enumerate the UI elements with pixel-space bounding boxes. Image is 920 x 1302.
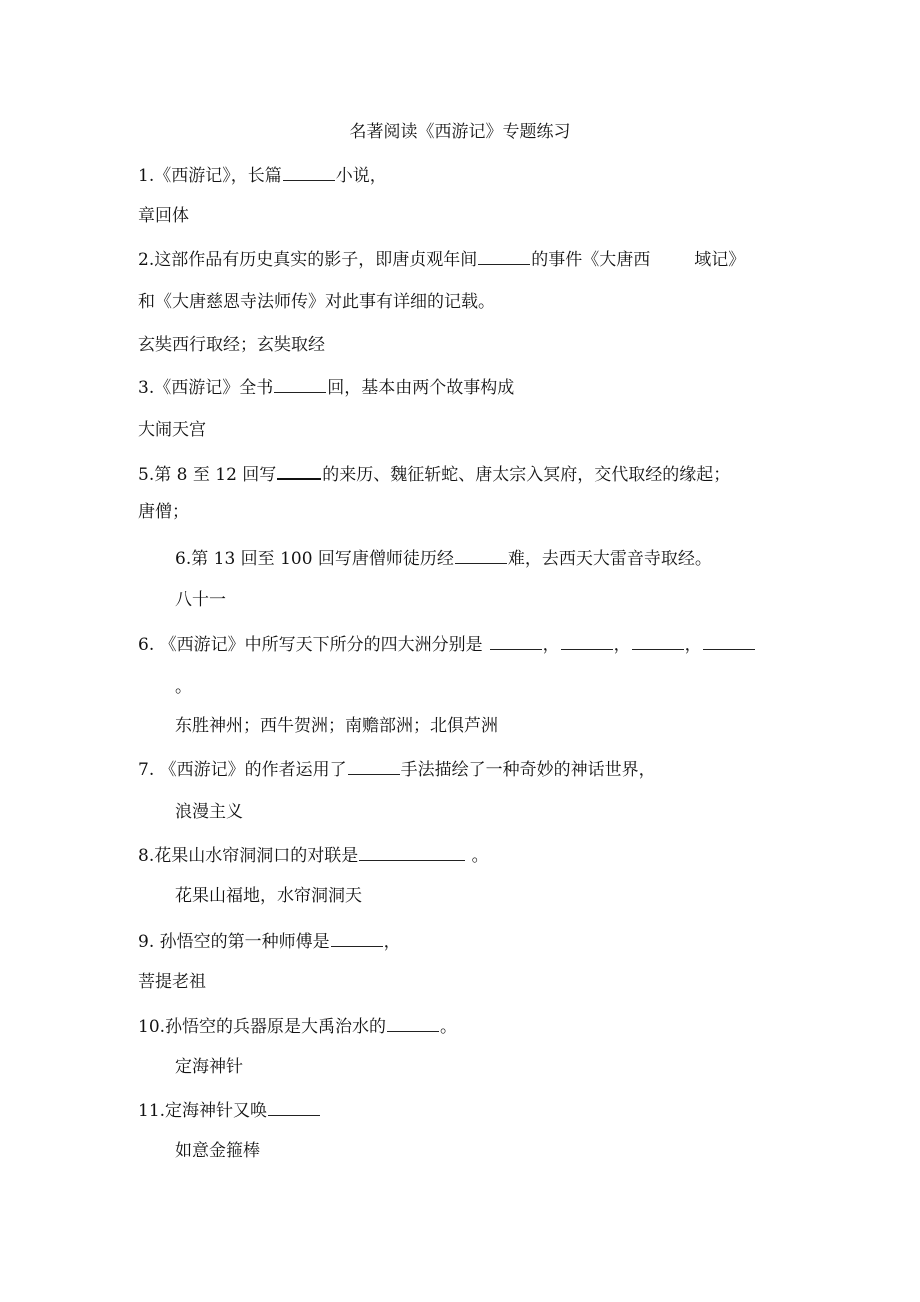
separator: ， bbox=[613, 635, 631, 655]
question-6b-end: 。 bbox=[175, 677, 192, 697]
question-text: 的事件《大唐西 bbox=[531, 250, 651, 270]
answer-blank bbox=[387, 1014, 439, 1032]
question-text: 难，去西天大雷音寺取经。 bbox=[507, 549, 712, 569]
answer-blank bbox=[283, 163, 335, 181]
answer-blank bbox=[359, 843, 465, 861]
question-1 bbox=[138, 163, 387, 188]
answer-6a: 八十一 bbox=[175, 590, 226, 610]
question-text: 域记》 bbox=[694, 250, 746, 270]
question-text: 6. 《西游记》中所写天下所分的四大洲分别是 bbox=[138, 635, 483, 655]
answer-blank bbox=[703, 632, 755, 650]
question-9 bbox=[138, 929, 401, 954]
question-text: 11.定海神针又唤 bbox=[138, 1101, 268, 1121]
answer-5: 唐僧； bbox=[138, 502, 189, 522]
question-text: 8.花果山水帘洞洞口的对联是 bbox=[138, 846, 359, 866]
question-8 bbox=[138, 843, 489, 868]
question-text: 的来历、魏征斩蛇、唐太宗入冥府，交代取经的缘起； bbox=[322, 465, 731, 485]
question-text: 10.孙悟空的兵器原是大禹治水的 bbox=[138, 1017, 387, 1037]
question-text: 手法描绘了一种奇妙的神话世界， bbox=[400, 760, 656, 780]
question-text: 9. 孙悟空的第一种师傅是 bbox=[138, 932, 330, 952]
question-text: 2.这部作品有历史真实的影子，即唐贞观年间 bbox=[138, 250, 478, 270]
question-text: 小说， bbox=[335, 166, 387, 186]
question-text: 1.《西游记》，长篇 bbox=[138, 166, 282, 186]
answer-7: 浪漫主义 bbox=[175, 802, 243, 822]
question-7 bbox=[138, 757, 656, 782]
answer-blank bbox=[632, 632, 684, 650]
question-2-cont: 和《大唐慈恩寺法师传》对此事有详细的记载。 bbox=[138, 292, 495, 312]
question-2 bbox=[138, 247, 745, 272]
question-text: 。 bbox=[466, 846, 489, 866]
answer-8: 花果山福地，水帘洞洞天 bbox=[175, 886, 362, 906]
answer-blank bbox=[478, 247, 530, 265]
question-6a bbox=[175, 546, 712, 571]
question-10 bbox=[138, 1014, 457, 1039]
question-text: 3.《西游记》全书 bbox=[138, 378, 274, 398]
question-text: 5.第 8 至 12 回写 bbox=[138, 465, 277, 485]
question-11 bbox=[138, 1098, 321, 1123]
question-text: 7. 《西游记》的作者运用了 bbox=[138, 760, 347, 780]
answer-9: 菩提老祖 bbox=[138, 972, 206, 992]
answer-blank bbox=[348, 757, 400, 775]
answer-blank bbox=[490, 632, 542, 650]
question-text: 回，基本由两个故事构成 bbox=[327, 378, 515, 398]
answer-blank bbox=[561, 632, 613, 650]
answer-10: 定海神针 bbox=[175, 1057, 243, 1077]
question-6b bbox=[138, 632, 756, 657]
answer-11: 如意金箍棒 bbox=[175, 1141, 260, 1161]
answer-blank bbox=[455, 546, 507, 564]
question-5 bbox=[138, 461, 730, 487]
answer-blank bbox=[274, 375, 326, 393]
separator: ， bbox=[684, 635, 702, 655]
answer-blank bbox=[331, 929, 383, 947]
question-text: ， bbox=[383, 932, 401, 952]
question-text: 。 bbox=[440, 1017, 458, 1037]
answer-3: 大闹天宫 bbox=[138, 420, 206, 440]
answer-blank bbox=[277, 461, 321, 480]
answer-6b: 东胜神州；西牛贺洲；南赡部洲；北俱芦洲 bbox=[175, 716, 498, 736]
document-title: 名著阅读《西游记》专题练习 bbox=[349, 122, 571, 142]
separator: ， bbox=[542, 635, 560, 655]
question-text: 6.第 13 回至 100 回写唐僧师徒历经 bbox=[175, 549, 454, 569]
question-3 bbox=[138, 375, 514, 400]
answer-2: 玄奘西行取经；玄奘取经 bbox=[138, 335, 325, 355]
answer-blank bbox=[268, 1098, 320, 1116]
answer-1: 章回体 bbox=[138, 206, 189, 226]
